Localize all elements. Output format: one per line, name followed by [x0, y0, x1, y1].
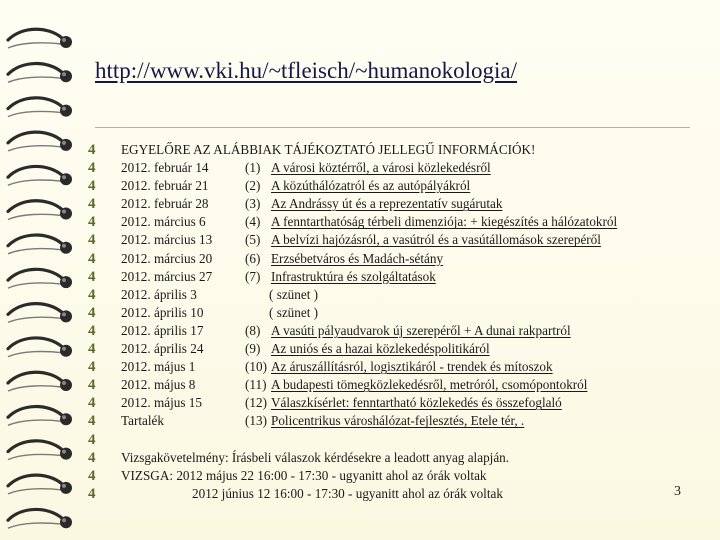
spiral-ring-icon	[8, 201, 72, 220]
lecture-date: 2012. május 1	[121, 359, 196, 375]
lecture-number: (5)	[245, 232, 261, 248]
lecture-number: (2)	[245, 178, 261, 194]
schedule-row	[121, 376, 701, 394]
exam-date-2: 2012 június 12 16:00 - 17:30 - ugyanitt ahol az órák voltak	[192, 485, 503, 501]
lecture-date: 2012. február 14	[121, 160, 209, 176]
exam-date-1: VIZSGA: 2012 május 22 16:00 - 17:30 - ugyanitt ahol az órák voltak	[121, 467, 487, 483]
spiral-ring-icon	[8, 372, 72, 391]
schedule-row	[121, 231, 701, 249]
bullet-4-icon: 4	[88, 160, 96, 177]
spiral-ring-icon	[8, 269, 72, 288]
exam-requirement: Vizsgakövetelmény: Írásbeli válaszok kérdésekre a leadott anyag alapján.	[121, 449, 510, 465]
schedule-row	[121, 304, 701, 322]
lecture-date: 2012. március 6	[121, 214, 206, 230]
bullet-4-icon: 4	[88, 449, 96, 466]
lecture-number: (11)	[245, 377, 267, 393]
lecture-link[interactable]: Válaszkísérlet: fenntartható közlekedés és összefoglaló	[271, 395, 562, 411]
lecture-link[interactable]: A városi köztérről, a városi közlekedésről	[271, 160, 491, 176]
schedule-row	[121, 159, 701, 177]
lecture-number: (4)	[245, 214, 261, 230]
spiral-ring-icon	[8, 304, 72, 323]
lecture-number: (1)	[245, 160, 261, 176]
spacer-row	[121, 431, 701, 449]
break-label: ( szünet )	[269, 304, 319, 320]
lecture-number: (13)	[245, 413, 267, 429]
spiral-binding	[0, 0, 90, 540]
spiral-ring-icon	[8, 235, 72, 254]
bullet-4-icon: 4	[88, 286, 96, 303]
spiral-ring-icon	[8, 98, 72, 117]
bullet-4-icon: 4	[88, 341, 96, 358]
lecture-number: (9)	[245, 341, 261, 357]
lecture-link[interactable]: Erzsébetváros és Madách-sétány	[271, 250, 444, 266]
lecture-link[interactable]: Az áruszállításról, logisztikáról - trendek és mítoszok	[271, 359, 553, 375]
lecture-date: Tartalék	[121, 413, 165, 429]
lecture-date: 2012. április 10	[121, 304, 204, 320]
schedule-row	[121, 250, 701, 268]
spiral-ring-icon	[8, 441, 72, 460]
lecture-link[interactable]: A fenntarthatóság térbeli dimenziója: + kiegészítés a hálózatokról	[271, 214, 618, 230]
lecture-link[interactable]: Policentrikus városhálózat-fejlesztés, Etele tér, .	[271, 413, 525, 429]
bullet-column	[88, 141, 108, 503]
bullet-4-icon: 4	[88, 485, 96, 502]
spiral-ring-icon	[8, 64, 72, 83]
bullet-4-icon: 4	[88, 232, 96, 249]
lecture-number: (3)	[245, 196, 261, 212]
lecture-date: 2012. május 8	[121, 377, 196, 393]
schedule-row	[121, 177, 701, 195]
lecture-number: (7)	[245, 268, 261, 284]
schedule	[121, 141, 701, 503]
schedule-row	[121, 358, 701, 376]
bullet-4-icon: 4	[88, 304, 96, 321]
lecture-link[interactable]: A közúthálózatról és az autópályákról	[271, 178, 471, 194]
schedule-row	[121, 412, 701, 430]
bullet-4-icon: 4	[88, 413, 96, 430]
schedule-row	[121, 286, 701, 304]
bullet-4-icon: 4	[88, 268, 96, 285]
lecture-link[interactable]: A vasúti pályaudvarok új szerepéről + A dunai rakpartról	[271, 322, 571, 338]
schedule-row	[121, 394, 701, 412]
spiral-ring-icon	[8, 475, 72, 494]
bullet-4-icon: 4	[88, 377, 96, 394]
spiral-ring-icon	[8, 29, 72, 48]
schedule-row	[121, 268, 701, 286]
bullet-4-icon: 4	[88, 467, 96, 484]
lecture-number: (8)	[245, 322, 261, 338]
lecture-number: (6)	[245, 250, 261, 266]
spiral-ring-icon	[8, 338, 72, 357]
schedule-row	[121, 195, 701, 213]
bullet-4-icon: 4	[88, 359, 96, 376]
schedule-row	[121, 213, 701, 231]
lecture-date: 2012. február 21	[121, 178, 209, 194]
spiral-ring-icon	[8, 166, 72, 185]
spiral-ring-icon	[8, 509, 72, 528]
lecture-link[interactable]: Infrastruktúra és szolgáltatások	[271, 268, 436, 284]
lecture-date: 2012. március 27	[121, 268, 213, 284]
divider	[95, 127, 690, 128]
schedule-row	[121, 340, 701, 358]
lecture-date: 2012. március 20	[121, 250, 213, 266]
break-label: ( szünet )	[269, 286, 319, 302]
bullet-4-icon: 4	[88, 250, 96, 267]
bullet-4-icon: 4	[88, 178, 96, 195]
lecture-link[interactable]: A belvízi hajózásról, a vasútról és a vasútállomások szerepéről	[271, 232, 601, 248]
lecture-date: 2012. április 24	[121, 341, 204, 357]
bullet-4-icon: 4	[88, 142, 96, 158]
page-title-link[interactable]: http://www.vki.hu/~tfleisch/~humanokologia/	[95, 58, 518, 83]
lecture-number: (12)	[245, 395, 267, 411]
bullet-4-icon: 4	[88, 431, 96, 448]
lecture-date: 2012. április 3	[121, 286, 197, 302]
bullet-4-icon: 4	[88, 214, 96, 231]
page-number: 3	[674, 484, 681, 499]
lecture-link[interactable]: A budapesti tömegközlekedésről, metróról, csomópontokról	[271, 377, 588, 393]
spiral-ring-icon	[8, 132, 72, 151]
lecture-date: 2012. április 17	[121, 322, 204, 338]
bullet-4-icon: 4	[88, 196, 96, 213]
lecture-date: 2012. február 28	[121, 196, 209, 212]
lecture-date: 2012. május 15	[121, 395, 202, 411]
spiral-ring-icon	[8, 407, 72, 426]
lecture-link[interactable]: Az Andrássy út és a reprezentatív sugárutak	[271, 196, 503, 212]
bullet-4-icon: 4	[88, 395, 96, 412]
schedule-row	[121, 322, 701, 340]
intro-text: EGYELŐRE AZ ALÁBBIAK TÁJÉKOZTATÓ JELLEGŰ INFORMÁCIÓK!	[121, 142, 536, 157]
bullet-4-icon: 4	[88, 322, 96, 339]
lecture-number: (10)	[245, 359, 267, 375]
lecture-link[interactable]: Az uniós és a hazai közlekedéspolitikáról	[271, 341, 490, 357]
lecture-date: 2012. március 13	[121, 232, 213, 248]
